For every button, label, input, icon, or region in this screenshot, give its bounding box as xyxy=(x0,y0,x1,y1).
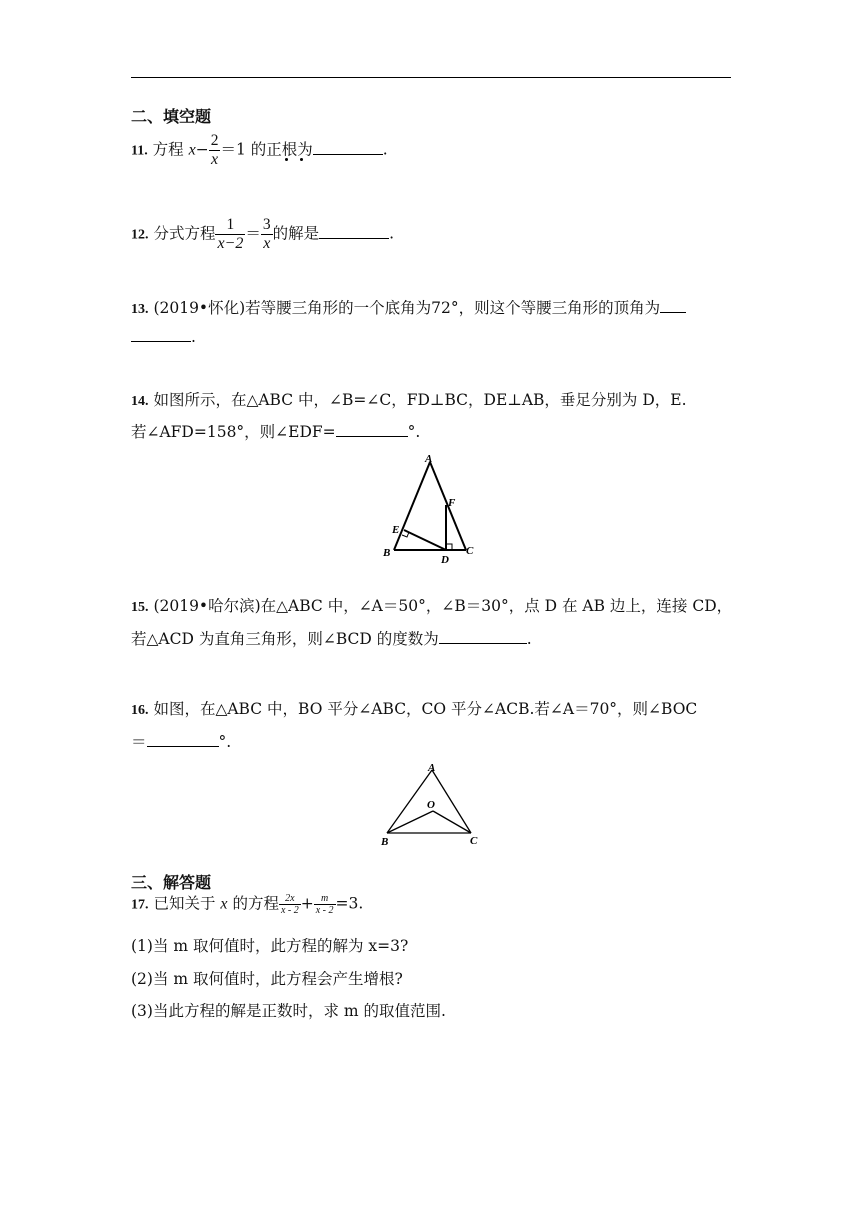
label-c: C xyxy=(466,545,474,557)
fraction: $\frac{m}{x - 2}$ xyxy=(315,893,334,916)
question-17-part-3: (3)当此方程的解是正数时，求 m 的取值范围. xyxy=(131,1002,446,1020)
question-14: 14. 如图所示，在△ABC 中，∠B=∠C，FD⊥BC，DE⊥AB，垂足分别为 D，E. xyxy=(131,391,687,409)
answer-blank[interactable] xyxy=(147,732,219,747)
emphasis-dot xyxy=(285,158,288,161)
fraction: $\frac{1}{x-2}$ xyxy=(217,216,244,252)
question-number: 16. xyxy=(131,703,149,718)
label-c: C xyxy=(470,835,478,847)
question-15: 15. (2019•哈尔滨)在△ABC 中，∠A＝50°，∠B＝30°，点 D 在 AB 边上，连接 CD， xyxy=(131,597,733,615)
question-17: 17. 已知关于 x 的方程 $\frac{2x}{x - 2}$ + $\frac{m}{x - 2}$ =3. xyxy=(131,893,364,916)
answer-blank[interactable] xyxy=(313,140,383,155)
answer-blank[interactable] xyxy=(131,327,191,342)
question-11: 11. 方程 x− $\frac{2}{x}$ ＝1 的正根为 . xyxy=(131,132,388,168)
question-number: 17. xyxy=(131,897,149,913)
question-17-part-1: (1)当 m 取何值时，此方程的解为 x=3? xyxy=(131,937,409,955)
question-16-line2: ＝ °. xyxy=(131,733,232,751)
fraction: $\frac{2}{x}$ xyxy=(210,132,219,168)
label-d: D xyxy=(441,554,449,566)
answer-blank[interactable] xyxy=(439,629,527,644)
top-rule xyxy=(131,77,731,78)
question-16: 16. 如图，在△ABC 中，BO 平分∠ABC，CO 平分∠ACB.若∠A＝70°，则∠BOC xyxy=(131,700,698,718)
question-14-line2: 若∠AFD=158°，则∠EDF= °. xyxy=(131,423,421,441)
question-13-line2: . xyxy=(131,327,196,347)
label-a: A xyxy=(425,453,433,465)
question-13: 13. (2019•怀化)若等腰三角形的一个底角为72°，则这个等腰三角形的顶角为 xyxy=(131,298,686,320)
label-a: A xyxy=(428,762,436,774)
emphasis-dot xyxy=(300,158,303,161)
label-e: E xyxy=(392,524,400,536)
triangle-figure-14 xyxy=(380,450,490,570)
answer-blank[interactable] xyxy=(336,422,408,437)
label-f: F xyxy=(448,497,456,509)
label-b: B xyxy=(383,547,391,559)
label-o: O xyxy=(427,799,435,811)
answer-blank[interactable] xyxy=(660,298,686,313)
fraction: $\frac{3}{x}$ xyxy=(262,216,271,252)
question-15-line2: 若△ACD 为直角三角形，则∠BCD 的度数为 . xyxy=(131,630,532,648)
question-number: 11. xyxy=(131,143,148,159)
triangle-figure-16 xyxy=(375,758,490,850)
question-17-part-2: (2)当 m 取何值时，此方程会产生增根? xyxy=(131,970,403,988)
label-b: B xyxy=(381,836,389,848)
question-number: 12. xyxy=(131,227,149,243)
question-12: 12. 分式方程 $\frac{1}{x-2}$ ＝ $\frac{3}{x}$ 的解是 . xyxy=(131,216,395,252)
section-heading-answer: 三、解答题 xyxy=(131,873,212,892)
question-number: 13. xyxy=(131,302,149,317)
question-number: 14. xyxy=(131,394,149,409)
fraction: $\frac{2x}{x - 2}$ xyxy=(280,893,299,916)
section-heading-fill-in: 二、填空题 xyxy=(131,107,212,126)
question-number: 15. xyxy=(131,600,149,615)
answer-blank[interactable] xyxy=(319,224,389,239)
